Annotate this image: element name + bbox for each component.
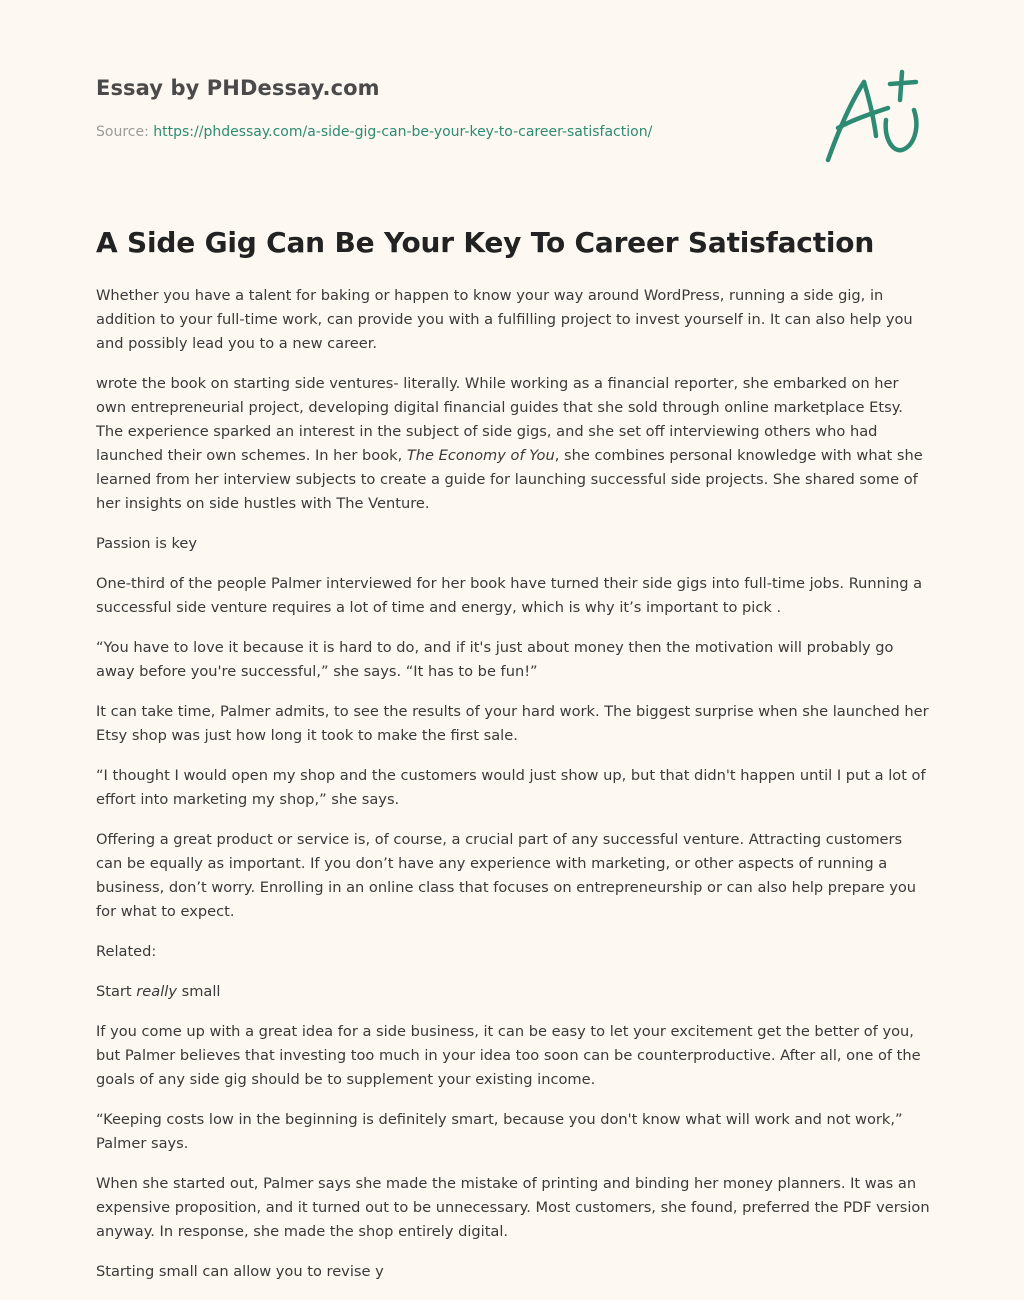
- paragraph-2-text-a: wrote the book on starting side ventures- literally. While working as a financial reporter, she embarked on her own entrepreneurial project, developing digital financial guides that she sold through online marketplace Etsy. The experience sparked an interest in the subject of side gigs, and she set off interviewing others who had launched their own schemes. In her book,: [96, 375, 903, 464]
- paragraph-11: If you come up with a great idea for a side business, it can be easy to let your excitement get the better of you, but Palmer believes that investing too much in your idea too soon can be counterproductive. After all, one of the goals of any side gig should be to supplement your existing income.: [96, 1023, 921, 1088]
- subheading-start-text-b: small: [176, 983, 221, 1000]
- paragraph-2: [96, 372, 930, 516]
- paragraph-8: Offering a great product or service is, of course, a crucial part of any successful venture. Attracting customers can be equally as important. If you don’t have any experience with marketing, or other aspects of running a business, don’t worry. Enrolling in an online class that focuses on entrepreneurship or can also help prepare you for what to expect.: [96, 831, 917, 920]
- source-line: [96, 124, 652, 140]
- subheading-start-small: [96, 980, 930, 1004]
- source-link[interactable]: https://phdessay.com/a-side-gig-can-be-your-key-to-career-satisfaction/: [153, 124, 653, 140]
- related-label: Related:: [96, 943, 157, 960]
- paragraph-6: It can take time, Palmer admits, to see the results of your hard work. The biggest surprise when she launched her Etsy shop was just how long it took to make the first sale.: [96, 703, 929, 744]
- paragraph-1: Whether you have a talent for baking or happen to know your way around WordPress, running a side gig, in addition to your full-time work, can provide you with a fulfilling project to invest yourself in. It can also help you and possibly lead you to a new career.: [96, 287, 913, 352]
- quote-paragraph-3: “Keeping costs low in the beginning is definitely smart, because you don't know what will work and not work,” Palmer says.: [96, 1111, 903, 1152]
- book-title: The Economy of You: [406, 447, 555, 464]
- quote-paragraph-1: “You have to love it because it is hard to do, and if it's just about money then the motivation will probably go away before you're successful,” she says. “It has to be fun!”: [96, 639, 894, 680]
- paragraph-14-truncated: Starting small can allow you to revise y: [96, 1263, 384, 1280]
- source-label: Source:: [96, 124, 149, 140]
- paragraph-13: When she started out, Palmer says she made the mistake of printing and binding her money planners. It was an expensive proposition, and it turned out to be unnecessary. Most customers, she found, preferred the PDF version anyway. In response, she made the shop entirely digital.: [96, 1175, 930, 1240]
- subheading-start-text-a: Start: [96, 983, 137, 1000]
- paragraph-4: One-third of the people Palmer interviewed for her book have turned their side gigs into full-time jobs. Running a successful side venture requires a lot of time and energy, which is why it’s important to pick .: [96, 575, 923, 616]
- site-title: Essay by PHDessay.com: [96, 76, 380, 100]
- essay-title: A Side Gig Can Be Your Key To Career Satisfaction: [96, 226, 875, 259]
- subheading-emphasis: really: [136, 983, 177, 1000]
- paragraph-2-text-b: , she combines personal knowledge with what she learned from her interview subjects to create a guide for launching successful side projects. She shared some of her insights on side hustles with The Venture.: [96, 447, 923, 512]
- essay-body: [96, 284, 930, 1300]
- subheading-passion: Passion is key: [96, 535, 198, 552]
- a-plus-logo-icon: [818, 66, 930, 170]
- quote-paragraph-2: “I thought I would open my shop and the customers would just show up, but that didn't happen until I put a lot of effort into marketing my shop,” she says.: [96, 767, 926, 808]
